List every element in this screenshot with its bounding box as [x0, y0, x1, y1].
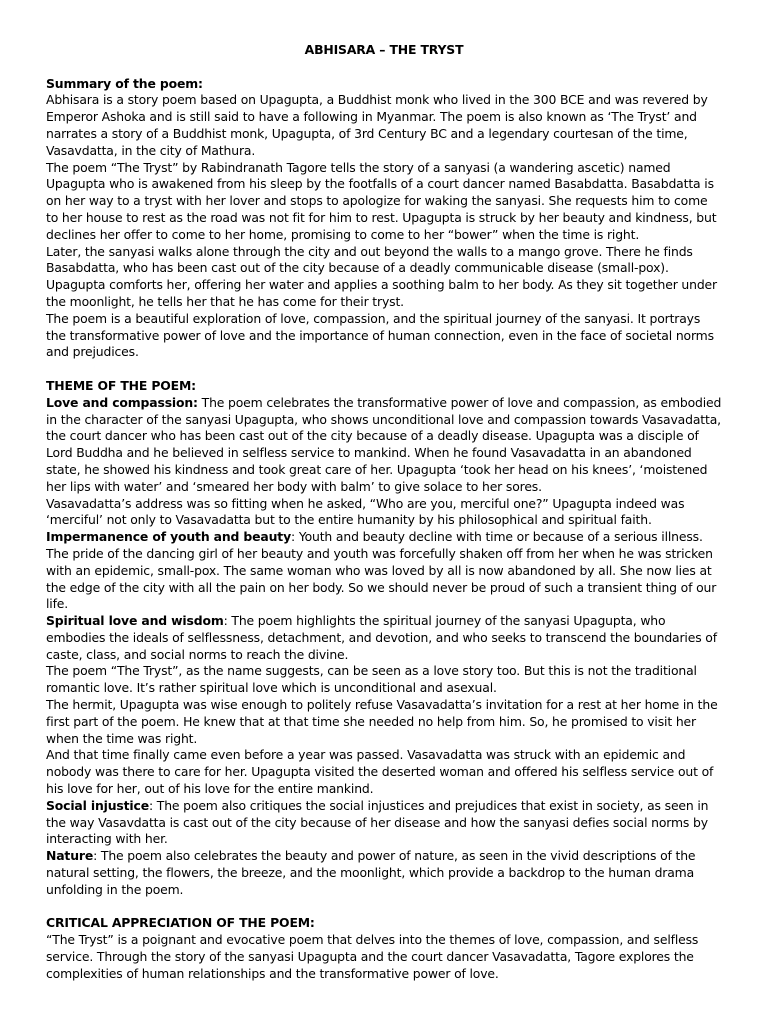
- summary-paragraph-1: Abhisara is a story poem based on Upagupta, a Buddhist monk who lived in the 300 BCE and was revered by Emperor Ashoka and is still said to have a following in Myanmar. The poem is also known as ‘The Tryst’ and narrates a story of a Buddhist monk, Upagupta, of 3rd Century BC and a legendary courtesan of the time, Vasavdatta, in the city of Mathura.: [46, 92, 708, 158]
- theme-impermanence-text: : Youth and beauty decline with time or because of a serious illness. The pride of the dancing girl of her beauty and youth was forcefully shaken off from her when he was stricken with an epidemic, small-pox. The same woman who was loved by all is now abandoned by all. She now lies at the edge of the city with all the pain on her body. So we should never be proud of such a transient thing of our life.: [46, 529, 717, 612]
- theme-nature-label: Nature: [46, 848, 94, 864]
- theme-heading: THEME OF THE POEM:: [46, 377, 196, 393]
- theme-social-text: : The poem also critiques the social injustices and prejudices that exist in society, as seen in the way Vasavdatta is cast out of the city because of her disease and how the sanyasi defies social norms by interacting with her.: [46, 797, 709, 847]
- theme-nature-text: : The poem also celebrates the beauty and power of nature, as seen in the vivid descriptions of the natural setting, the flowers, the breeze, and the moonlight, which provide a backdrop to the human drama unfolding in the poem.: [46, 848, 696, 897]
- summary-paragraph-3: Later, the sanyasi walks alone through the city and out beyond the walls to a mango grove. There he finds Basabdatta, who has been cast out of the city because of a deadly communicable disease (small-pox). Upagupta comforts her, offering her water and applies a soothing balm to her body. As they sit together under the moonlight, he tells her that he has come for their tryst.: [46, 243, 717, 309]
- document-title: ABHISARA – THE TRYST: [304, 42, 464, 57]
- theme-spiritual-text: : The poem highlights the spiritual journey of the sanyasi Upagupta, who embodies the ideals of selflessness, detachment, and devotion, and who seeks to transcend the boundaries of caste, class, and social norms to reach the divine.: [46, 613, 717, 662]
- document-page: [46, 42, 722, 983]
- critical-heading: CRITICAL APPRECIATION OF THE POEM:: [46, 915, 315, 931]
- summary-paragraph-2: The poem “The Tryst” by Rabindranath Tagore tells the story of a sanyasi (a wandering ascetic) named Upagupta who is awakened from his sleep by the footfalls of a court dancer named Basabdatta. Basabdatta is on her way to a tryst with her lover and stops to apologize for waking the sanyasi. She requests him to come to her house to rest as the road was not fit for him to rest. Upagupta is struck by her beauty and kindness, but declines her offer to come to her home, promising to come to her “bower” when the time is right.: [46, 159, 717, 242]
- critical-paragraph: “The Tryst” is a poignant and evocative poem that delves into the themes of love, compassion, and selfless service. Through the story of the sanyasi Upagupta and the court dancer Vasavadatta, Tagore explores the complexities of human relationships and the transformative power of love.: [46, 932, 699, 981]
- theme-spiritual-followup-3: And that time finally came even before a year was passed. Vasavadatta was struck with an epidemic and nobody was there to care for her. Upagupta visited the deserted woman and offered his selfless service out of his love for her, out of his love for the entire mankind.: [46, 747, 714, 797]
- theme-love-followup: Vasavadatta’s address was so fitting when he asked, “Who are you, merciful one?” Upagupta indeed was ‘merciful’ not only to Vasavadatta but to the entire humanity by his philosophical and spiritual faith.: [46, 495, 685, 528]
- theme-love-label: Love and compassion:: [46, 394, 198, 410]
- theme-social-paragraph: [46, 798, 722, 848]
- theme-spiritual-paragraph: [46, 613, 722, 663]
- summary-heading: Summary of the poem:: [46, 75, 203, 91]
- theme-spiritual-label: Spiritual love and wisdom: [46, 613, 224, 629]
- section-spacer: [46, 899, 722, 916]
- theme-love-text: The poem celebrates the transformative power of love and compassion, as embodied in the character of the sanyasi Upagupta, who shows unconditional love and compassion towards Vasavadatta, the court dancer who has been cast out of the city because of a deadly disease. Upagupta was a disciple of Lord Buddha and he believed in selfless service to mankind. When he found Vasavadatta in an abandoned state, he showed his kindness and took great care of her. Upagupta ‘took her head on his knees’, ‘moistened her lips with water’ and ‘smeared her body with balm’ to give solace to her sores.: [46, 394, 722, 494]
- theme-spiritual-followup-1: The poem “The Tryst”, as the name suggests, can be seen as a love story too. But this is not the traditional romantic love. It’s rather spiritual love which is unconditional and asexual.: [46, 663, 697, 696]
- theme-nature-paragraph: [46, 848, 722, 898]
- theme-social-label: Social injustice: [46, 797, 149, 813]
- summary-paragraph-4: The poem is a beautiful exploration of love, compassion, and the spiritual journey of the sanyasi. It portrays the transformative power of love and the importance of human connection, even in the face of societal norms and prejudices.: [46, 310, 714, 360]
- theme-love-paragraph: [46, 395, 722, 496]
- theme-impermanence-paragraph: [46, 529, 722, 613]
- section-spacer: [46, 361, 722, 378]
- theme-impermanence-label: Impermanence of youth and beauty: [46, 529, 291, 545]
- theme-spiritual-followup-2: The hermit, Upagupta was wise enough to politely refuse Vasavadatta’s invitation for a rest at her home in the first part of the poem. He knew that at that time she needed no help from him. So, he promised to visit her when the time was right.: [46, 697, 718, 746]
